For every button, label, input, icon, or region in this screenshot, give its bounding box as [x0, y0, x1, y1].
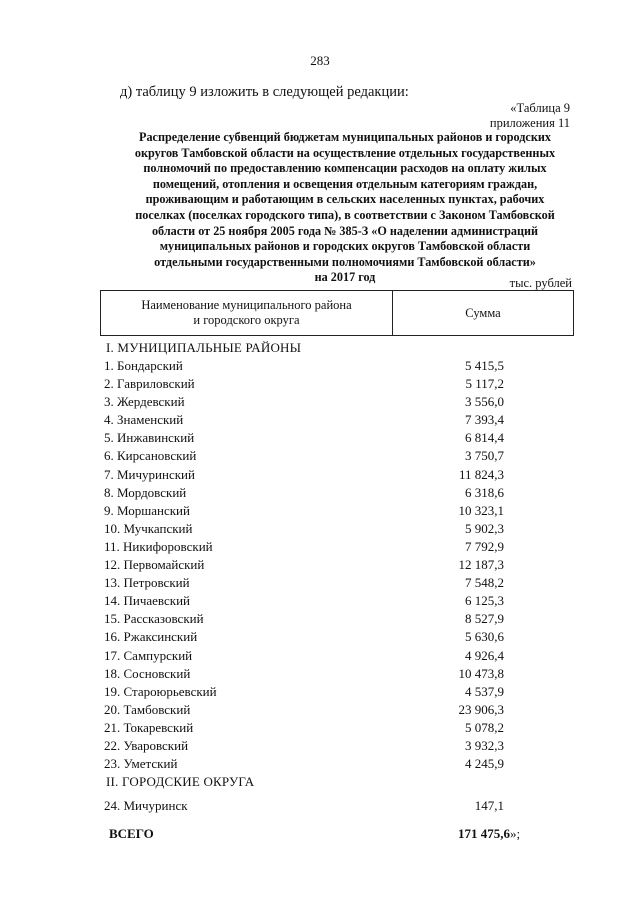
row-name: 13. Петровский: [104, 575, 190, 591]
row-name: 23. Уметский: [104, 756, 178, 772]
row-name: 9. Моршанский: [104, 502, 190, 518]
row-value: 10 323,1: [458, 502, 504, 518]
row-name: 24. Мичуринск: [104, 798, 188, 814]
table-row: [100, 447, 574, 465]
row-value: 4 537,9: [465, 683, 504, 699]
heading-line: полномочий по предоставлению компенсации расходов на оплату жилых: [143, 161, 547, 176]
table-row: [100, 411, 574, 429]
row-value: 7 548,2: [465, 575, 504, 591]
table-row: [100, 538, 574, 556]
page-number: 283: [310, 53, 330, 68]
row-name: 18. Сосновский: [104, 665, 191, 681]
header-name-column: [101, 291, 393, 335]
section-title-districts: I. МУНИЦИПАЛЬНЫЕ РАЙОНЫ: [106, 340, 302, 355]
row-name: 20. Тамбовский: [104, 701, 191, 717]
table-row: [100, 610, 574, 628]
header-name-line: и городского округа: [193, 313, 300, 327]
table-row: [100, 683, 574, 701]
row-value: 5 078,2: [465, 719, 504, 735]
table-row: [100, 797, 574, 815]
table-row: [100, 484, 574, 502]
row-name: 17. Сампурский: [104, 647, 193, 663]
districts-list: [100, 357, 574, 773]
row-name: 22. Уваровский: [104, 737, 189, 753]
table-row: [100, 375, 574, 393]
row-name: 7. Мичуринский: [104, 466, 195, 482]
table-reference: [490, 101, 570, 131]
row-value: 5 117,2: [465, 376, 504, 392]
row-value: 5 902,3: [465, 520, 504, 536]
row-value: 6 125,3: [465, 593, 504, 609]
total-trailing-quote: »;: [510, 826, 521, 842]
row-name: 3. Жердевский: [104, 394, 185, 410]
row-value: 3 556,0: [465, 394, 504, 410]
total-value: 171 475,6: [458, 826, 510, 842]
header-sum-column: Сумма: [465, 305, 501, 320]
row-name: 1. Бондарский: [104, 358, 183, 373]
table-row: [100, 466, 574, 484]
row-name: 5. Инжавинский: [104, 430, 195, 446]
table-row: [100, 574, 574, 592]
table-row: [100, 429, 574, 447]
heading-line: поселках (поселках городского типа), в соответствии с Законом Тамбовской: [135, 207, 555, 222]
row-name: 2. Гавриловский: [104, 376, 195, 392]
heading-line: отдельными государственными полномочиями Тамбовской области»: [154, 254, 536, 269]
row-name: 15. Рассказовский: [104, 611, 204, 627]
table-row: [100, 520, 574, 538]
table-row: [100, 737, 574, 755]
heading-line: области от 25 ноября 2005 года № 385-З «О наделении администраций: [151, 223, 539, 238]
table-header: [100, 290, 574, 336]
heading-line: округов Тамбовской области на осуществление отдельных государственных: [134, 145, 556, 160]
row-name: 21. Токаревский: [104, 719, 194, 735]
row-name: 4. Знаменский: [104, 412, 184, 428]
heading-line: проживающим и работающим в сельских населенных пунктах, рабочих: [145, 192, 545, 207]
row-name: 6. Кирсановский: [104, 448, 197, 464]
document-heading: [100, 130, 590, 286]
row-value: 10 473,8: [458, 665, 504, 681]
section-title-city-districts: II. ГОРОДСКИЕ ОКРУГА: [106, 774, 255, 790]
row-name: 19. Староюрьевский: [104, 683, 217, 699]
row-value: 23 906,3: [458, 701, 504, 717]
table-row: [100, 502, 574, 520]
row-value: 5 630,6: [465, 629, 504, 645]
table-reference-line: «Таблица 9: [510, 101, 570, 115]
row-value: 147,1: [474, 798, 504, 814]
units-label: тыс. рублей: [509, 276, 572, 290]
row-name: 10. Мучкапский: [104, 520, 193, 536]
row-value: 3 750,7: [465, 448, 504, 464]
row-name: 8. Мордовский: [104, 484, 187, 500]
table-row: [100, 393, 574, 411]
table-row: [100, 556, 574, 574]
row-value: 6 814,4: [465, 430, 504, 446]
row-name: 14. Пичаевский: [104, 593, 190, 609]
row-value: 7 393,4: [465, 412, 504, 428]
heading-line: на 2017 год: [314, 270, 376, 285]
total-label: ВСЕГО: [109, 826, 154, 842]
table-row: [100, 647, 574, 665]
table-row: [100, 701, 574, 719]
row-value: 3 932,3: [465, 737, 504, 753]
table-row: [100, 719, 574, 737]
heading-line: муниципальных районов и городских округов Тамбовской области: [159, 239, 531, 254]
row-value: 7 792,9: [465, 538, 504, 554]
total-row: [100, 825, 574, 843]
table-row: [100, 665, 574, 683]
table-reference-line: приложения 11: [489, 116, 570, 130]
row-value: 12 187,3: [458, 557, 504, 573]
row-name: 11. Никифоровский: [104, 538, 213, 554]
row-name: 12. Первомайский: [104, 557, 205, 573]
table-row: [100, 357, 574, 375]
table-row: [100, 592, 574, 610]
row-value: 8 527,9: [465, 611, 504, 627]
heading-line: помещений, отопления и освещения отдельным категориям граждан,: [152, 176, 538, 191]
subsidy-table: [100, 290, 574, 843]
table-row: [100, 628, 574, 646]
row-value: 5 415,5: [465, 358, 504, 373]
heading-line: Распределение субвенций бюджетам муниципальных районов и городских: [139, 130, 551, 144]
table-row: [100, 755, 574, 773]
row-value: 11 824,3: [458, 466, 504, 482]
row-value: 4 926,4: [465, 647, 504, 663]
row-name: 16. Ржаксинский: [104, 629, 198, 645]
row-value: 6 318,6: [465, 484, 504, 500]
header-name-line: Наименование муниципального района: [141, 298, 352, 312]
city-districts-list: [100, 797, 574, 815]
row-value: 4 245,9: [465, 756, 504, 772]
instruction-text: д) таблицу 9 изложить в следующей редакции:: [120, 84, 409, 100]
